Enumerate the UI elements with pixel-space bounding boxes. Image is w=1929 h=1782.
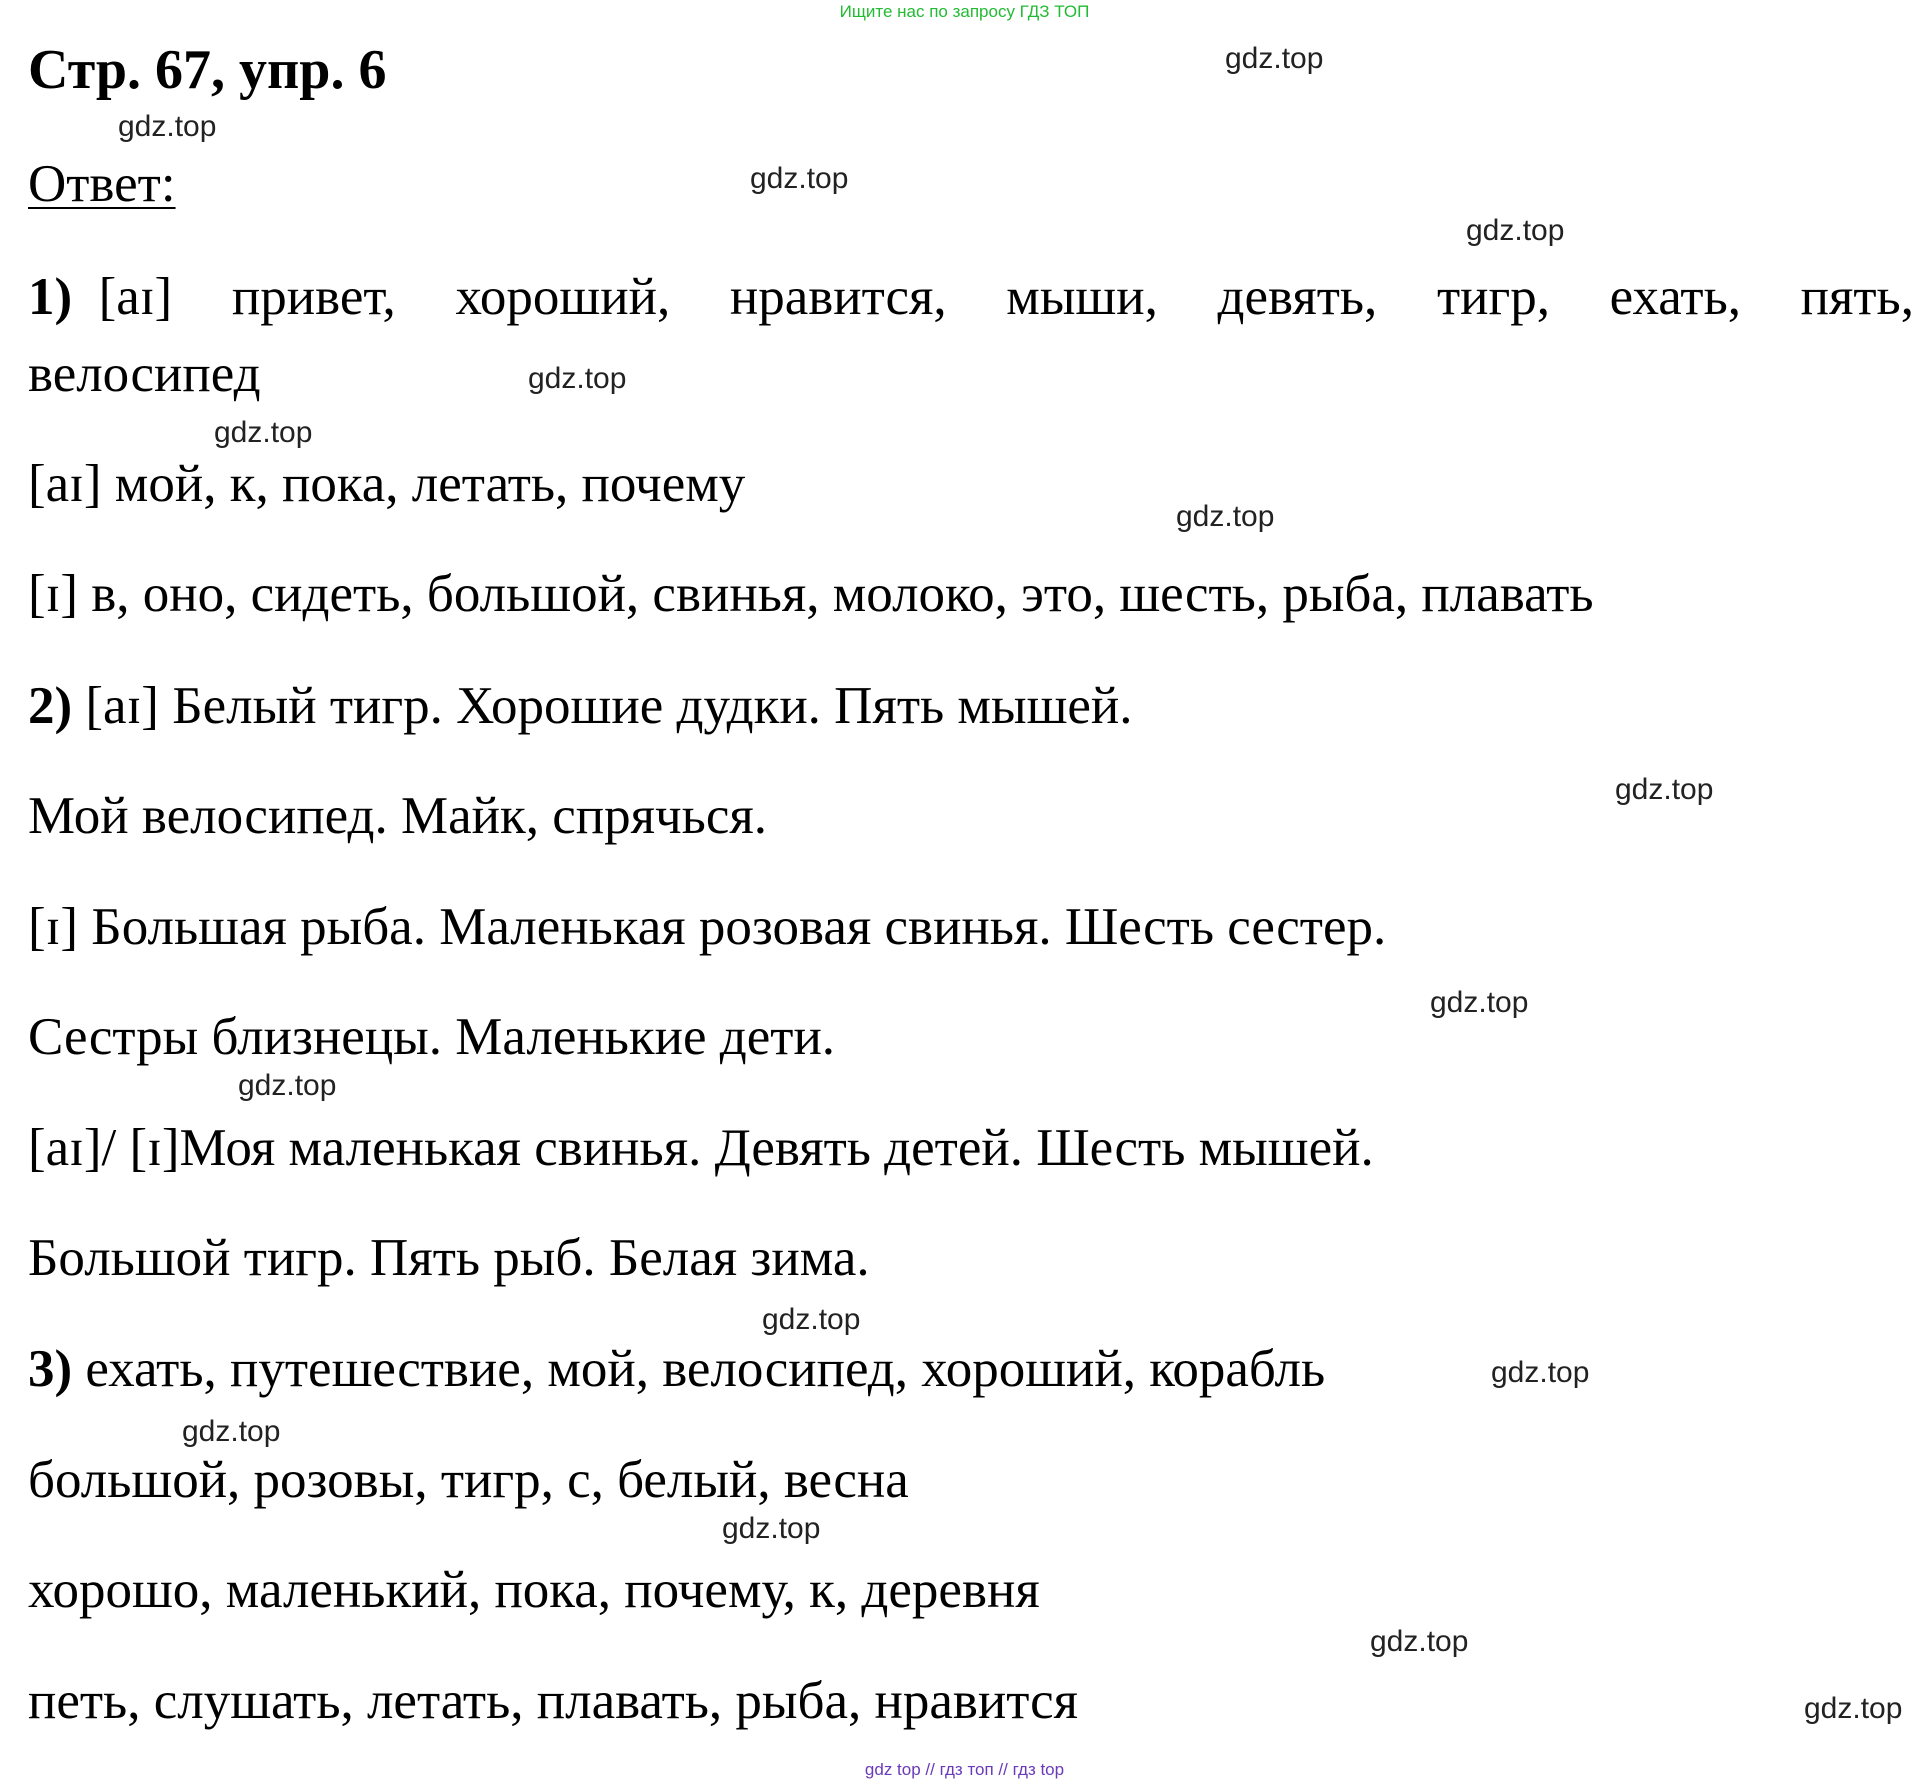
watermark: gdz.top (1466, 214, 1565, 247)
section1-number-and-first-word (28, 268, 172, 326)
section3-line1 (28, 1340, 1325, 1398)
section2-line4: Сестры близнецы. Маленькие дети. (28, 1008, 836, 1066)
watermark: gdz.top (1430, 986, 1529, 1019)
word: [aɪ] (98, 268, 173, 326)
watermark: gdz.top (1370, 1625, 1469, 1658)
word: девять, (1217, 268, 1378, 326)
top-banner: Ищите нас по запросу ГДЗ ТОП (839, 2, 1090, 21)
section1-line2: [aɪ] мой, к, пока, летать, почему (28, 455, 746, 513)
section2-number: 2) (28, 677, 73, 735)
word: хороший, (455, 268, 671, 326)
word: ехать, (1609, 268, 1741, 326)
watermark: gdz.top (1225, 42, 1324, 75)
word: пять, (1800, 268, 1914, 326)
section1-line3: [ɪ] в, оно, сидеть, большой, свинья, молоко, это, шесть, рыба, плавать (28, 565, 1594, 623)
watermark: gdz.top (182, 1415, 281, 1448)
answer-label: Ответ: (28, 155, 176, 213)
watermark: gdz.top (214, 416, 313, 449)
section1-line1-continuation: велосипед (28, 345, 261, 403)
section2-line5: [aɪ]/ [ɪ]Моя маленькая свинья. Девять детей. Шесть мышей. (28, 1119, 1374, 1177)
section3-line4: петь, слушать, летать, плавать, рыба, нравится (28, 1672, 1078, 1730)
watermark: gdz.top (1491, 1356, 1590, 1389)
footer-watermark: gdz top // гдз топ // гдз top (864, 1760, 1065, 1779)
watermark: gdz.top (750, 162, 849, 195)
watermark: gdz.top (238, 1069, 337, 1102)
section2-line2: Мой велосипед. Майк, спрячься. (28, 787, 767, 845)
watermark: gdz.top (1804, 1692, 1903, 1725)
section3-number: 3) (28, 1340, 73, 1398)
word: привет, (231, 268, 396, 326)
section2-line3: [ɪ] Большая рыба. Маленькая розовая свинья. Шесть сестер. (28, 898, 1387, 956)
word: мыши, (1006, 268, 1158, 326)
page-title: Стр. 67, упр. 6 (28, 39, 387, 101)
section3-line2: большой, розовы, тигр, с, белый, весна (28, 1451, 909, 1509)
word: нравится, (729, 268, 947, 326)
section2-line1-text: [aɪ] Белый тигр. Хорошие дудки. Пять мышей. (72, 677, 1133, 735)
watermark: gdz.top (762, 1303, 861, 1336)
section1-line1 (28, 268, 1914, 326)
watermark: gdz.top (1615, 773, 1714, 806)
watermark: gdz.top (722, 1512, 821, 1545)
watermark: gdz.top (528, 362, 627, 395)
word: тигр, (1436, 268, 1550, 326)
section1-number: 1) (28, 268, 73, 326)
section2-line6: Большой тигр. Пять рыб. Белая зима. (28, 1229, 870, 1287)
section3-line3: хорошо, маленький, пока, почему, к, деревня (28, 1561, 1040, 1619)
section2-line1 (28, 677, 1133, 735)
watermark: gdz.top (118, 110, 217, 143)
section3-line1-text: ехать, путешествие, мой, велосипед, хороший, корабль (72, 1340, 1326, 1398)
watermark: gdz.top (1176, 500, 1275, 533)
